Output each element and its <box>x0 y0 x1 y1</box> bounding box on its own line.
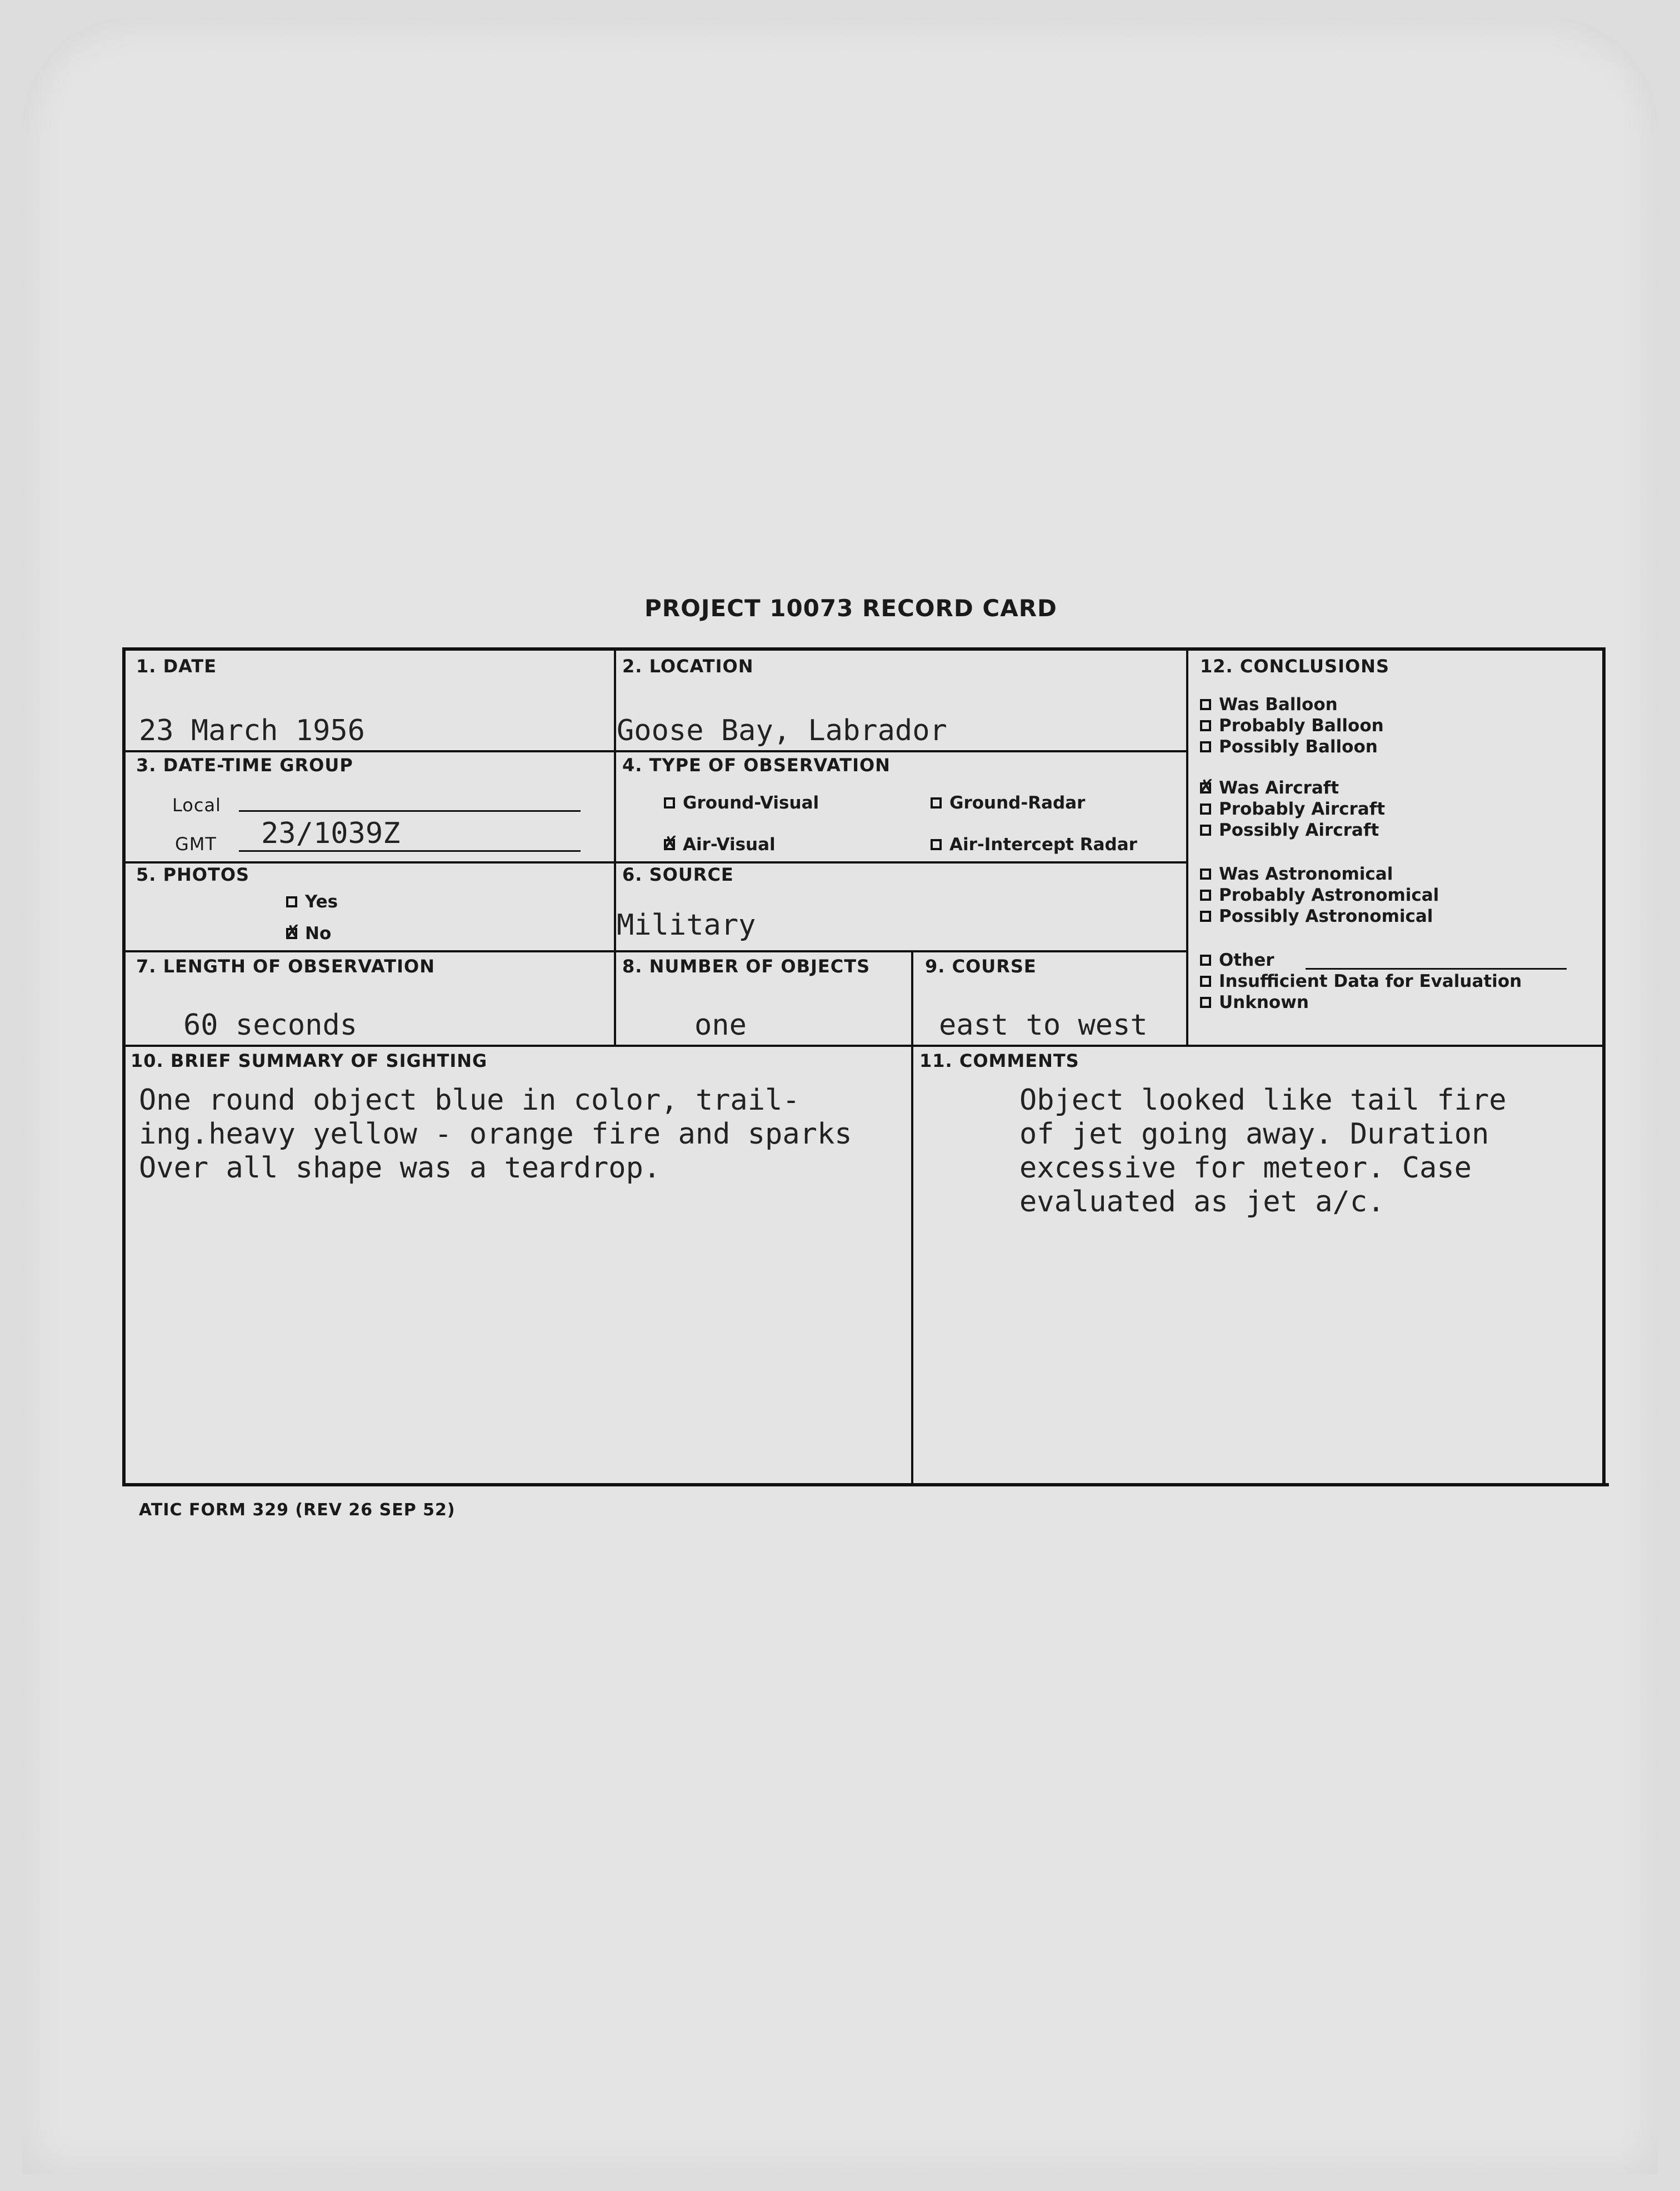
checked-checkbox-icon <box>664 839 675 850</box>
summary-label: 10. BRIEF SUMMARY OF SIGHTING <box>131 1050 488 1071</box>
conclusion-possibly-balloon: Possibly Balloon <box>1200 737 1378 757</box>
date-label: 1. DATE <box>136 656 217 677</box>
option-ground-visual: Ground-Visual <box>664 793 819 813</box>
source-value: Military <box>617 909 756 942</box>
conclusion-other: Other <box>1200 950 1274 970</box>
local-label: Local <box>172 795 221 816</box>
objects-value: one <box>694 1009 747 1042</box>
checked-checkbox-icon <box>286 928 297 939</box>
location-value: Goose Bay, Labrador <box>617 714 947 747</box>
card-title: PROJECT 10073 RECORD CARD <box>644 595 1057 622</box>
option-ground-radar: Ground-Radar <box>931 793 1085 813</box>
checkbox-icon <box>1200 911 1211 922</box>
photos-yes: Yes <box>286 892 338 912</box>
conclusion-probably-balloon: Probably Balloon <box>1200 716 1384 736</box>
checkbox-icon <box>1200 976 1211 987</box>
option-air-visual: ✗ Air-Visual <box>664 835 776 855</box>
conclusion-was-balloon: Was Balloon <box>1200 695 1338 715</box>
checkbox-icon <box>1200 869 1211 880</box>
comments-line: excessive for meteor. Case <box>1019 1151 1472 1185</box>
checkbox-icon <box>1200 803 1211 815</box>
comments-line: evaluated as jet a/c. <box>1019 1185 1385 1219</box>
comments-text <box>1019 1084 1507 1219</box>
summary-text <box>139 1084 852 1185</box>
date-value: 23 March 1956 <box>139 714 365 747</box>
checkbox-icon <box>931 839 942 850</box>
source-label: 6. SOURCE <box>622 864 734 885</box>
checkbox-icon <box>1200 825 1211 836</box>
summary-line: ing.heavy yellow - orange fire and sparks <box>139 1117 852 1151</box>
course-label: 9. COURSE <box>925 956 1037 977</box>
checkbox-icon <box>1200 890 1211 901</box>
conclusion-was-astronomical: Was Astronomical <box>1200 864 1393 884</box>
conclusion-possibly-aircraft: Possibly Aircraft <box>1200 820 1379 840</box>
conclusion-insufficient-data: Insufficient Data for Evaluation <box>1200 971 1522 991</box>
comments-line: of jet going away. Duration <box>1019 1117 1489 1151</box>
comments-label: 11. COMMENTS <box>919 1050 1079 1071</box>
form-footer: ATIC FORM 329 (REV 26 SEP 52) <box>139 1500 456 1520</box>
length-label: 7. LENGTH OF OBSERVATION <box>136 956 435 977</box>
summary-line: Over all shape was a teardrop. <box>139 1151 661 1185</box>
checkbox-icon <box>1200 997 1211 1008</box>
checkbox-icon <box>1200 955 1211 966</box>
conclusion-was-aircraft: ✗ Was Aircraft <box>1200 778 1339 798</box>
length-value: 60 seconds <box>183 1009 358 1042</box>
conclusion-probably-aircraft: Probably Aircraft <box>1200 799 1385 819</box>
checkbox-icon <box>1200 720 1211 731</box>
checkbox-icon <box>1200 741 1211 752</box>
checkbox-icon <box>286 896 297 907</box>
course-value: east to west <box>939 1009 1148 1042</box>
checked-checkbox-icon <box>1200 782 1211 793</box>
conclusions-label: 12. CONCLUSIONS <box>1200 656 1389 677</box>
summary-line: One round object blue in color, trail- <box>139 1084 800 1117</box>
gmt-value: 23/1039Z <box>261 817 401 850</box>
comments-line: Object looked like tail fire <box>1019 1084 1507 1117</box>
checkbox-icon <box>931 797 942 808</box>
checkbox-icon <box>1200 699 1211 710</box>
conclusion-probably-astronomical: Probably Astronomical <box>1200 885 1439 905</box>
checkbox-icon <box>664 797 675 808</box>
photos-no: ✗ No <box>286 924 331 944</box>
conclusion-unknown: Unknown <box>1200 992 1309 1012</box>
record-card <box>122 647 1606 1486</box>
gmt-label: GMT <box>175 834 217 855</box>
observation-type-label: 4. TYPE OF OBSERVATION <box>622 755 891 776</box>
objects-label: 8. NUMBER OF OBJECTS <box>622 956 871 977</box>
location-label: 2. LOCATION <box>622 656 754 677</box>
option-air-intercept-radar: Air-Intercept Radar <box>931 835 1137 855</box>
photos-label: 5. PHOTOS <box>136 864 250 885</box>
dtg-label: 3. DATE-TIME GROUP <box>136 755 353 776</box>
conclusion-possibly-astronomical: Possibly Astronomical <box>1200 906 1433 926</box>
